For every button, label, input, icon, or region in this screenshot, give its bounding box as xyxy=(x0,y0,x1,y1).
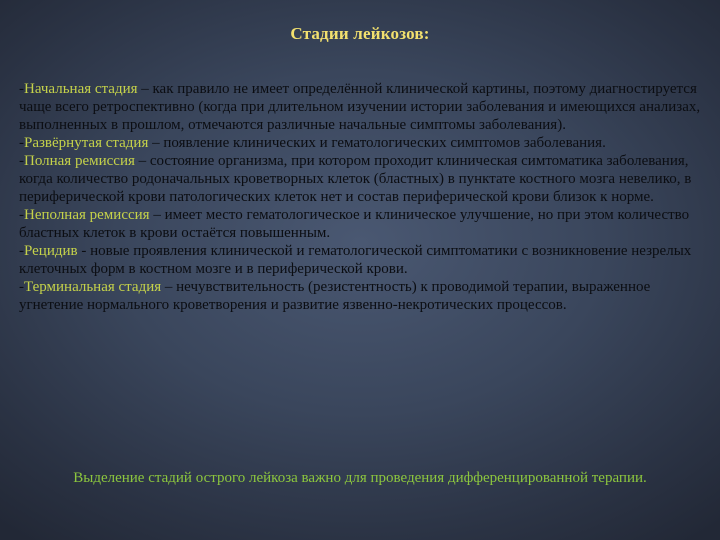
stage-name: Неполная ремиссия xyxy=(24,207,150,223)
stage-name: Рецидив xyxy=(24,243,78,259)
stage-description: – нечувствительность (резистентность) к проводимой терапии, выраженное угнетение нормального кроветворения и развитие язвенно-некротических процессов. xyxy=(19,279,651,313)
dash: - xyxy=(19,243,24,259)
dash: - xyxy=(19,135,24,151)
slide-title: Стадии лейкозов: xyxy=(290,24,430,43)
stage-name: Полная ремиссия xyxy=(24,153,135,169)
stage-description: - новые проявления клинической и гематологической симптоматики с возникновение незрелых клеточных форм в костном мозге и в периферической крови. xyxy=(19,243,692,277)
stage-description: – имеет место гематологическое и клиническое улучшение, но при этом количество бластных клеток в крови остаётся повышенным. xyxy=(19,207,690,241)
dash: - xyxy=(19,153,24,169)
slide-content xyxy=(19,80,705,314)
dash: - xyxy=(19,81,24,97)
paragraph-complete-remission xyxy=(19,152,705,206)
paragraph-advanced-stage xyxy=(19,134,705,152)
paragraph-initial-stage xyxy=(19,80,705,134)
stage-name: Начальная стадия xyxy=(24,81,138,97)
slide-footer-note: Выделение стадий острого лейкоза важно для проведения дифференцированной терапии. xyxy=(73,470,647,486)
stage-name: Развёрнутая стадия xyxy=(24,135,149,151)
stage-description: – появление клинических и гематологических симптомов заболевания. xyxy=(148,135,606,151)
stage-description: – состояние организма, при котором проходит клиническая симтоматика заболевания, когда количество родоначальных кроветворных клеток (бластных) в пунктате костного мозга невелико, в периферической крови патологических клеток нет и состав периферической крови близок к норме. xyxy=(19,153,692,205)
dash: - xyxy=(19,279,24,295)
paragraph-partial-remission xyxy=(19,206,705,242)
stage-name: Терминальная стадия xyxy=(24,279,162,295)
paragraph-relapse xyxy=(19,242,705,278)
stage-description: – как правило не имеет определённой клинической картины, поэтому диагностируется чаще всего ретроспективно (когда при длительном изучении истории заболевания и имеющихся анализах, выполненных в прошлом, отмечаются различные начальные симптомы заболевания). xyxy=(19,81,701,133)
dash: - xyxy=(19,207,24,223)
paragraph-terminal-stage xyxy=(19,278,705,314)
